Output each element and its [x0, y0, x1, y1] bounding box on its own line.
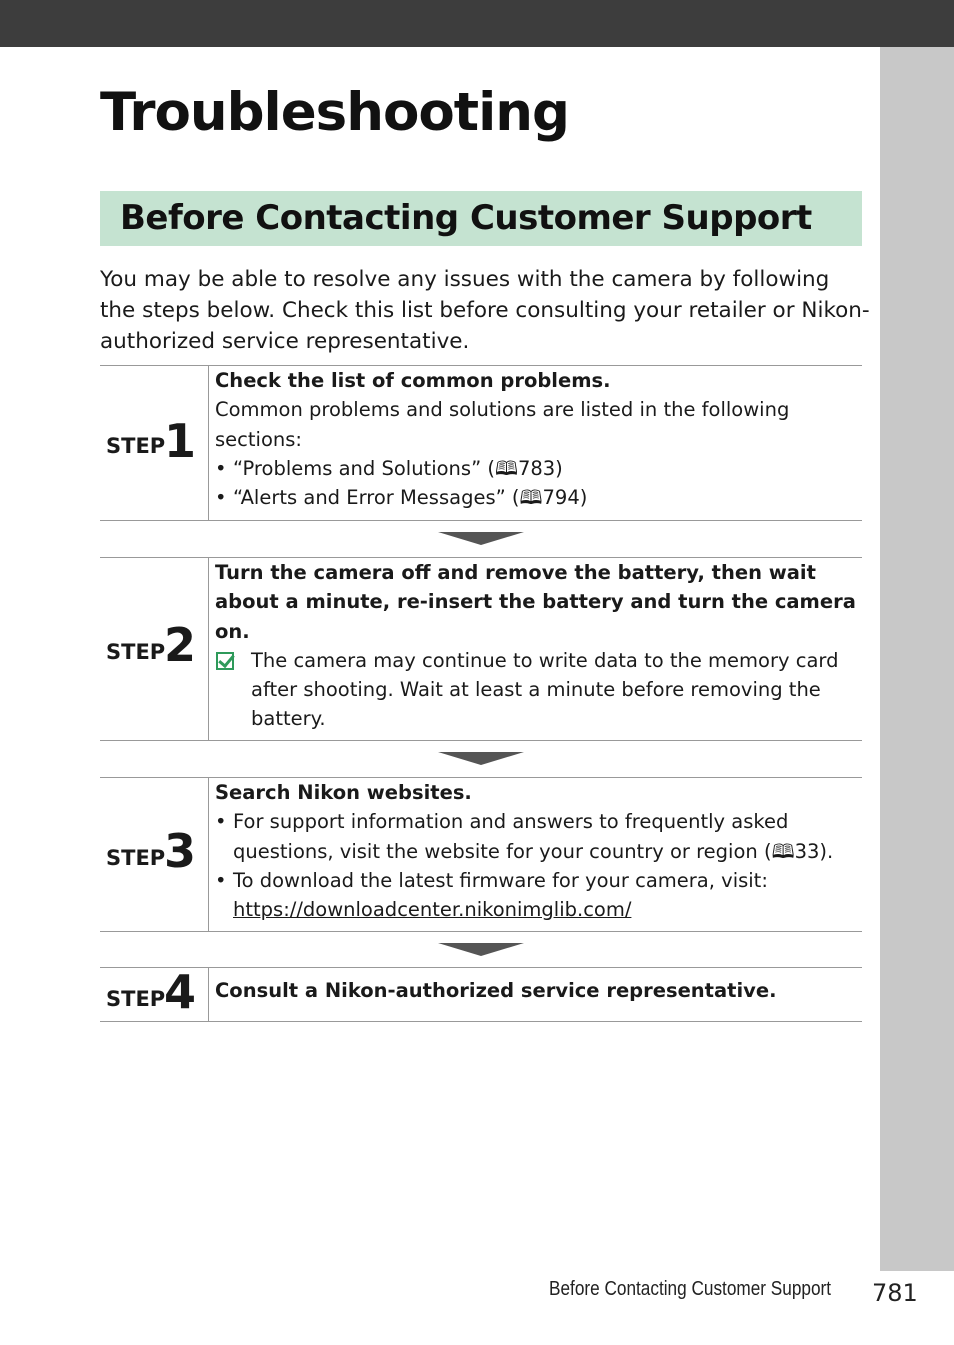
step-label — [100, 366, 209, 520]
section-title: Before Contacting Customer Support — [120, 198, 812, 238]
step-heading: Consult a Nikon-authorized service representative. — [215, 979, 777, 1002]
intro-paragraph: You may be able to resolve any issues with the camera by following the steps below. Check this list before consulting your retailer or Nikon-authorized service representative. — [100, 267, 870, 354]
step-content — [215, 366, 862, 512]
bullet-item — [215, 866, 862, 925]
down-arrow-icon — [438, 943, 524, 956]
down-arrow-icon — [438, 752, 524, 765]
top-bar — [0, 0, 954, 47]
note-text: The camera may continue to write data to the memory card after shooting. Wait at least a minute before removing the battery. — [251, 648, 839, 731]
step-4 — [100, 967, 862, 1022]
step-content — [215, 558, 862, 734]
check-icon — [216, 652, 234, 670]
note — [215, 646, 862, 734]
step-heading: Turn the camera off and remove the battery, then wait about a minute, re-insert the battery and turn the camera on. — [215, 561, 856, 643]
bullet-item: • For support information and answers to frequently asked questions, visit the website for your country or region (🕮33). — [215, 807, 862, 866]
step-1 — [100, 365, 862, 521]
step-word: STEP — [106, 640, 166, 664]
step-content — [215, 976, 862, 1005]
step-label — [100, 778, 209, 931]
step-word: STEP — [106, 434, 166, 458]
page-title: Troubleshooting — [100, 82, 569, 143]
step-content — [215, 778, 862, 924]
step-2 — [100, 557, 862, 741]
step-heading: Search Nikon websites. — [215, 781, 472, 804]
footer-section-label: Before Contacting Customer Support — [549, 1278, 832, 1300]
section-header — [100, 191, 862, 246]
step-3 — [100, 777, 862, 932]
step-number: 2 — [164, 618, 197, 672]
step-label — [100, 965, 209, 1021]
step-word: STEP — [106, 846, 166, 870]
page-number: 781 — [872, 1279, 918, 1307]
step-text: Common problems and solutions are listed in the following sections: — [215, 398, 790, 451]
firmware-link[interactable]: https://downloadcenter.nikonimglib.com/ — [233, 898, 632, 922]
bullet-item: • “Problems and Solutions” (🕮783) — [215, 454, 862, 483]
down-arrow-icon — [438, 532, 524, 545]
bullet-text: To download the latest firmware for your camera, visit: — [233, 868, 768, 892]
bullet-item: • “Alerts and Error Messages” (🕮794) — [215, 483, 862, 512]
step-heading: Check the list of common problems. — [215, 369, 611, 392]
step-word: STEP — [106, 987, 166, 1011]
step-number: 1 — [164, 414, 197, 468]
step-number: 4 — [164, 965, 197, 1019]
step-label — [100, 558, 209, 740]
step-number: 3 — [164, 824, 197, 878]
side-tab — [880, 47, 954, 1271]
